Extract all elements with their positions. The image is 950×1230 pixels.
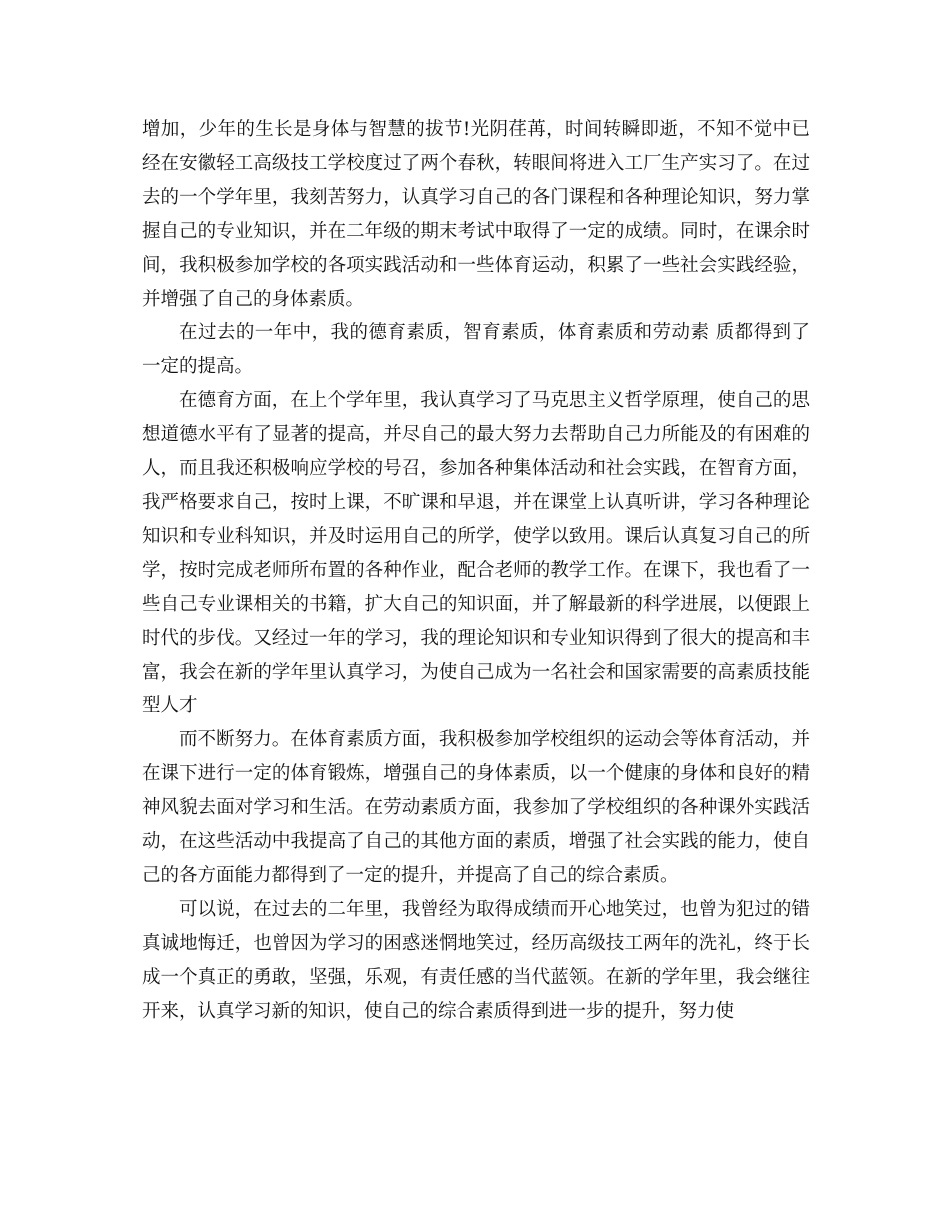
- paragraph-4: 而不断努力。在体育素质方面，我积极参加学校组织的运动会等体育活动，并在课下进行一定的体育锻炼，增强自己的身体素质，以一个健康的身体和良好的精神风貌去面对学习和生活。在劳动素质方面，我参加了学校组织的各种课外实践活动，在这些活动中我提高了自己的其他方面的素质，增强了社会实践的能力，使自己的各方面能力都得到了一定的提升，并提高了自己的综合素质。: [142, 729, 810, 886]
- paragraph-1: 增加，少年的生长是身体与智慧的拔节!光阴荏苒，时间转瞬即逝，不知不觉中已经在安徽轻工高级技工学校度过了两个春秋，转眼间将进入工厂生产实习了。在过去的一个学年里，我刻苦努力，认真学习自己的各门课程和各种理论知识，努力掌握自己的专业知识，并在二年级的期末考试中取得了一定的成绩。同时，在课余时间，我积极参加学校的各项实践活动和一些体育运动，积累了一些社会实践经验，并增强了自己的身体素质。: [142, 119, 810, 310]
- paragraph-2: 在过去的一年中，我的德育素质，智育素质，体育素质和劳动素 质都得到了一定的提高。: [142, 322, 810, 378]
- document-body: [142, 113, 810, 1028]
- paragraph-3: 在德育方面，在上个学年里，我认真学习了马克思主义哲学原理，使自己的思想道德水平有了显著的提高，并尽自己的最大努力去帮助自己力所能及的有困难的人，而且我还积极响应学校的号召，参加各种集体活动和社会实践，在智育方面，我严格要求自己，按时上课，不旷课和早退，并在课堂上认真听讲，学习各种理论知识和专业科知识，并及时运用自己的所学，使学以致用。课后认真复习自己的所学，按时完成老师所布置的各种作业，配合老师的教学工作。在课下，我也看了一些自己专业课相关的书籍，扩大自己的知识面，并了解最新的科学进展，以便跟上时代的步伐。又经过一年的学习，我的理论知识和专业知识得到了很大的提高和丰富，我会在新的学年里认真学习，为使自己成为一名社会和国家需要的高素质技能型人才: [142, 390, 810, 717]
- paragraph-5: 可以说，在过去的二年里，我曾经为取得成绩而开心地笑过，也曾为犯过的错真诚地悔迁，也曾因为学习的困惑迷惘地笑过，经历高级技工两年的洗礼，终于长成一个真正的勇敢，坚强，乐观，有责任感的当代蓝领。在新的学年里，我会继往开来，认真学习新的知识，使自己的综合素质得到进一步的提升，努力使: [142, 898, 810, 1022]
